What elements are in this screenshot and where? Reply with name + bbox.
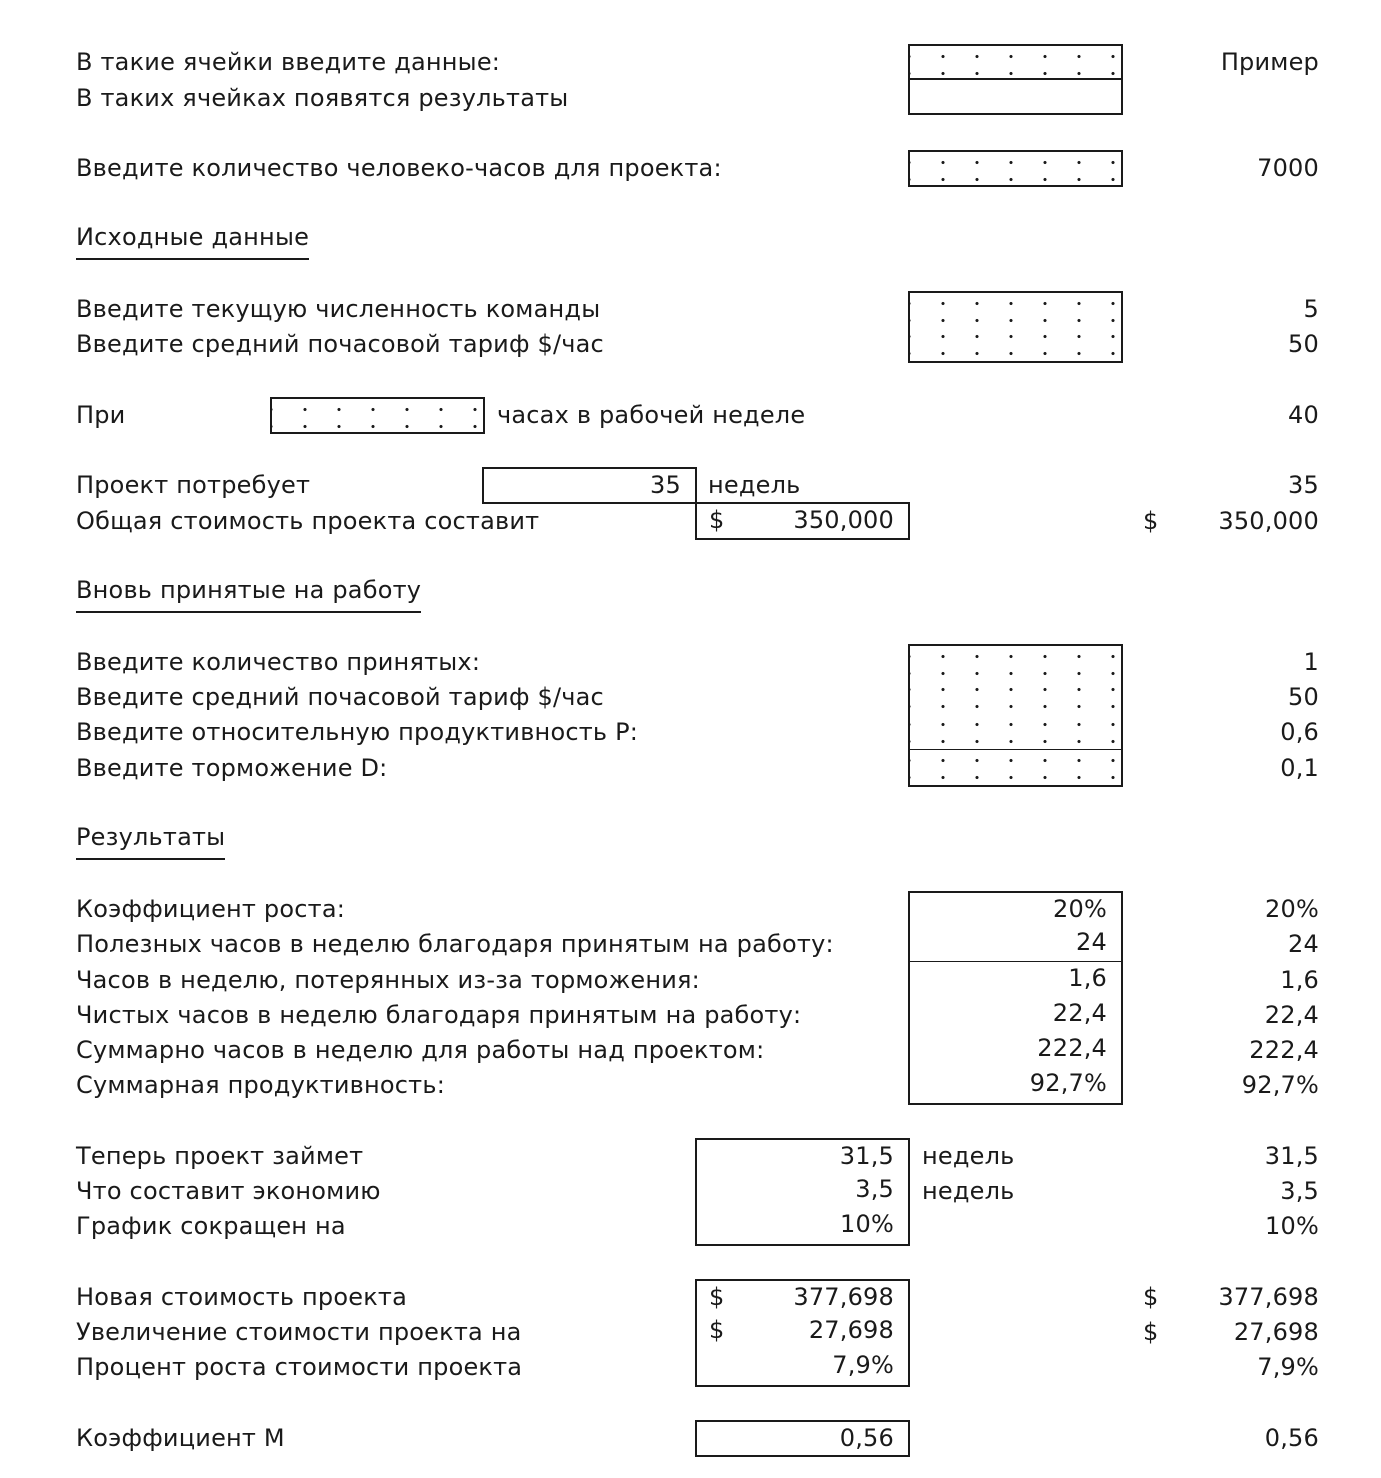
result-label: Суммарно часов в неделю для работы над проектом: <box>76 1036 765 1064</box>
cost-percent-example: 7,9% <box>1257 1353 1319 1381</box>
cost-label: Общая стоимость проекта составит <box>76 507 540 535</box>
duration-label: Проект потребует <box>76 471 311 499</box>
result-label: Часов в неделю, потерянных из-за торможения: <box>76 966 700 994</box>
schedule-unit: недель <box>922 1177 1015 1205</box>
hired-rate-example: 50 <box>1288 683 1319 711</box>
result-example: 20% <box>1265 895 1319 923</box>
drag-label: Введите торможение D: <box>76 754 388 782</box>
schedule-value: 31,5 <box>695 1138 910 1175</box>
schedule-unit: недель <box>922 1142 1015 1170</box>
schedule-value: 10% <box>695 1208 910 1246</box>
result-value: 20% <box>908 891 1123 928</box>
result-value: 1,6 <box>908 962 1123 999</box>
result-example: 24 <box>1288 930 1319 958</box>
hours-per-week-input[interactable] <box>270 397 485 434</box>
currency-symbol: $ <box>709 506 725 534</box>
legend-result-cell <box>908 78 1123 115</box>
hours-prefix: При <box>76 401 126 429</box>
schedule-label: Теперь проект займет <box>76 1142 364 1170</box>
drag-input[interactable] <box>908 750 1123 787</box>
cost-value: 350,000 <box>793 506 894 534</box>
new-cost-label: Новая стоимость проекта <box>76 1283 408 1311</box>
hired-count-label: Введите количество принятых: <box>76 648 481 676</box>
legend-result-label: В таких ячейках появятся результаты <box>76 84 569 112</box>
drag-example: 0,1 <box>1280 754 1319 782</box>
result-label: Полезных часов в неделю благодаря принятым на работу: <box>76 930 834 958</box>
cost-percent-label: Процент роста стоимости проекта <box>76 1353 523 1381</box>
cost-example-currency: $ <box>1143 507 1159 535</box>
hours-suffix: часах в рабочей неделе <box>497 401 806 429</box>
man-hours-input[interactable] <box>908 150 1123 187</box>
team-size-label: Введите текущую численность команды <box>76 295 601 323</box>
hired-rate-input[interactable] <box>908 679 1123 716</box>
result-label: Коэффициент роста: <box>76 895 346 923</box>
team-rate-label: Введите средний почасовой тариф $/час <box>76 330 604 358</box>
legend-input-label: В такие ячейки введите данные: <box>76 48 501 76</box>
hours-example: 40 <box>1288 401 1319 429</box>
man-hours-label: Введите количество человеко-часов для проекта: <box>76 154 722 182</box>
schedule-example: 3,5 <box>1280 1177 1319 1205</box>
coef-m-label: Коэффициент M <box>76 1424 285 1452</box>
legend-input-cell <box>908 44 1123 80</box>
cost-cell <box>695 502 910 540</box>
team-size-example: 5 <box>1303 295 1319 323</box>
schedule-example: 10% <box>1265 1212 1319 1240</box>
results-heading: Результаты <box>76 820 225 860</box>
productivity-label: Введите относительную продуктивность P: <box>76 718 639 746</box>
cost-percent-value: 7,9% <box>695 1349 910 1387</box>
hired-count-input[interactable] <box>908 644 1123 681</box>
currency-symbol: $ <box>709 1283 725 1311</box>
team-rate-input[interactable] <box>908 326 1123 363</box>
schedule-example: 31,5 <box>1264 1142 1319 1170</box>
result-value: 92,7% <box>908 1067 1123 1105</box>
result-example: 1,6 <box>1280 966 1319 994</box>
hired-heading: Вновь принятые на работу <box>76 573 421 613</box>
source-heading: Исходные данные <box>76 220 309 260</box>
cost-increase-example-currency: $ <box>1143 1318 1159 1346</box>
productivity-input[interactable] <box>908 714 1123 751</box>
result-example: 92,7% <box>1241 1071 1319 1099</box>
duration-value: 35 <box>482 467 697 504</box>
cost-increase-value: 27,698 <box>808 1316 894 1344</box>
result-label: Суммарная продуктивность: <box>76 1071 445 1099</box>
schedule-label: График сокращен на <box>76 1212 346 1240</box>
result-example: 22,4 <box>1264 1001 1319 1029</box>
new-cost-example: 377,698 <box>1218 1283 1319 1311</box>
result-label: Чистых часов в неделю благодаря принятым на работу: <box>76 1001 802 1029</box>
schedule-label: Что составит экономию <box>76 1177 381 1205</box>
productivity-example: 0,6 <box>1280 718 1319 746</box>
duration-example: 35 <box>1288 471 1319 499</box>
new-cost-example-currency: $ <box>1143 1283 1159 1311</box>
team-size-input[interactable] <box>908 291 1123 328</box>
hired-count-example: 1 <box>1303 648 1319 676</box>
coef-m-value: 0,56 <box>695 1420 910 1457</box>
new-cost-cell <box>695 1279 910 1316</box>
cost-example: 350,000 <box>1218 507 1319 535</box>
cost-increase-cell <box>695 1314 910 1351</box>
duration-unit: недель <box>708 471 801 499</box>
new-cost-value: 377,698 <box>793 1283 894 1311</box>
schedule-value: 3,5 <box>695 1173 910 1210</box>
cost-increase-label: Увеличение стоимости проекта на <box>76 1318 522 1346</box>
result-example: 222,4 <box>1249 1036 1319 1064</box>
coef-m-example: 0,56 <box>1264 1424 1319 1452</box>
result-value: 22,4 <box>908 997 1123 1034</box>
team-rate-example: 50 <box>1288 330 1319 358</box>
example-header: Пример <box>1220 48 1319 76</box>
man-hours-example: 7000 <box>1257 154 1319 182</box>
result-value: 24 <box>908 926 1123 963</box>
result-value: 222,4 <box>908 1032 1123 1069</box>
hired-rate-label: Введите средний почасовой тариф $/час <box>76 683 604 711</box>
currency-symbol: $ <box>709 1316 725 1344</box>
cost-increase-example: 27,698 <box>1233 1318 1319 1346</box>
